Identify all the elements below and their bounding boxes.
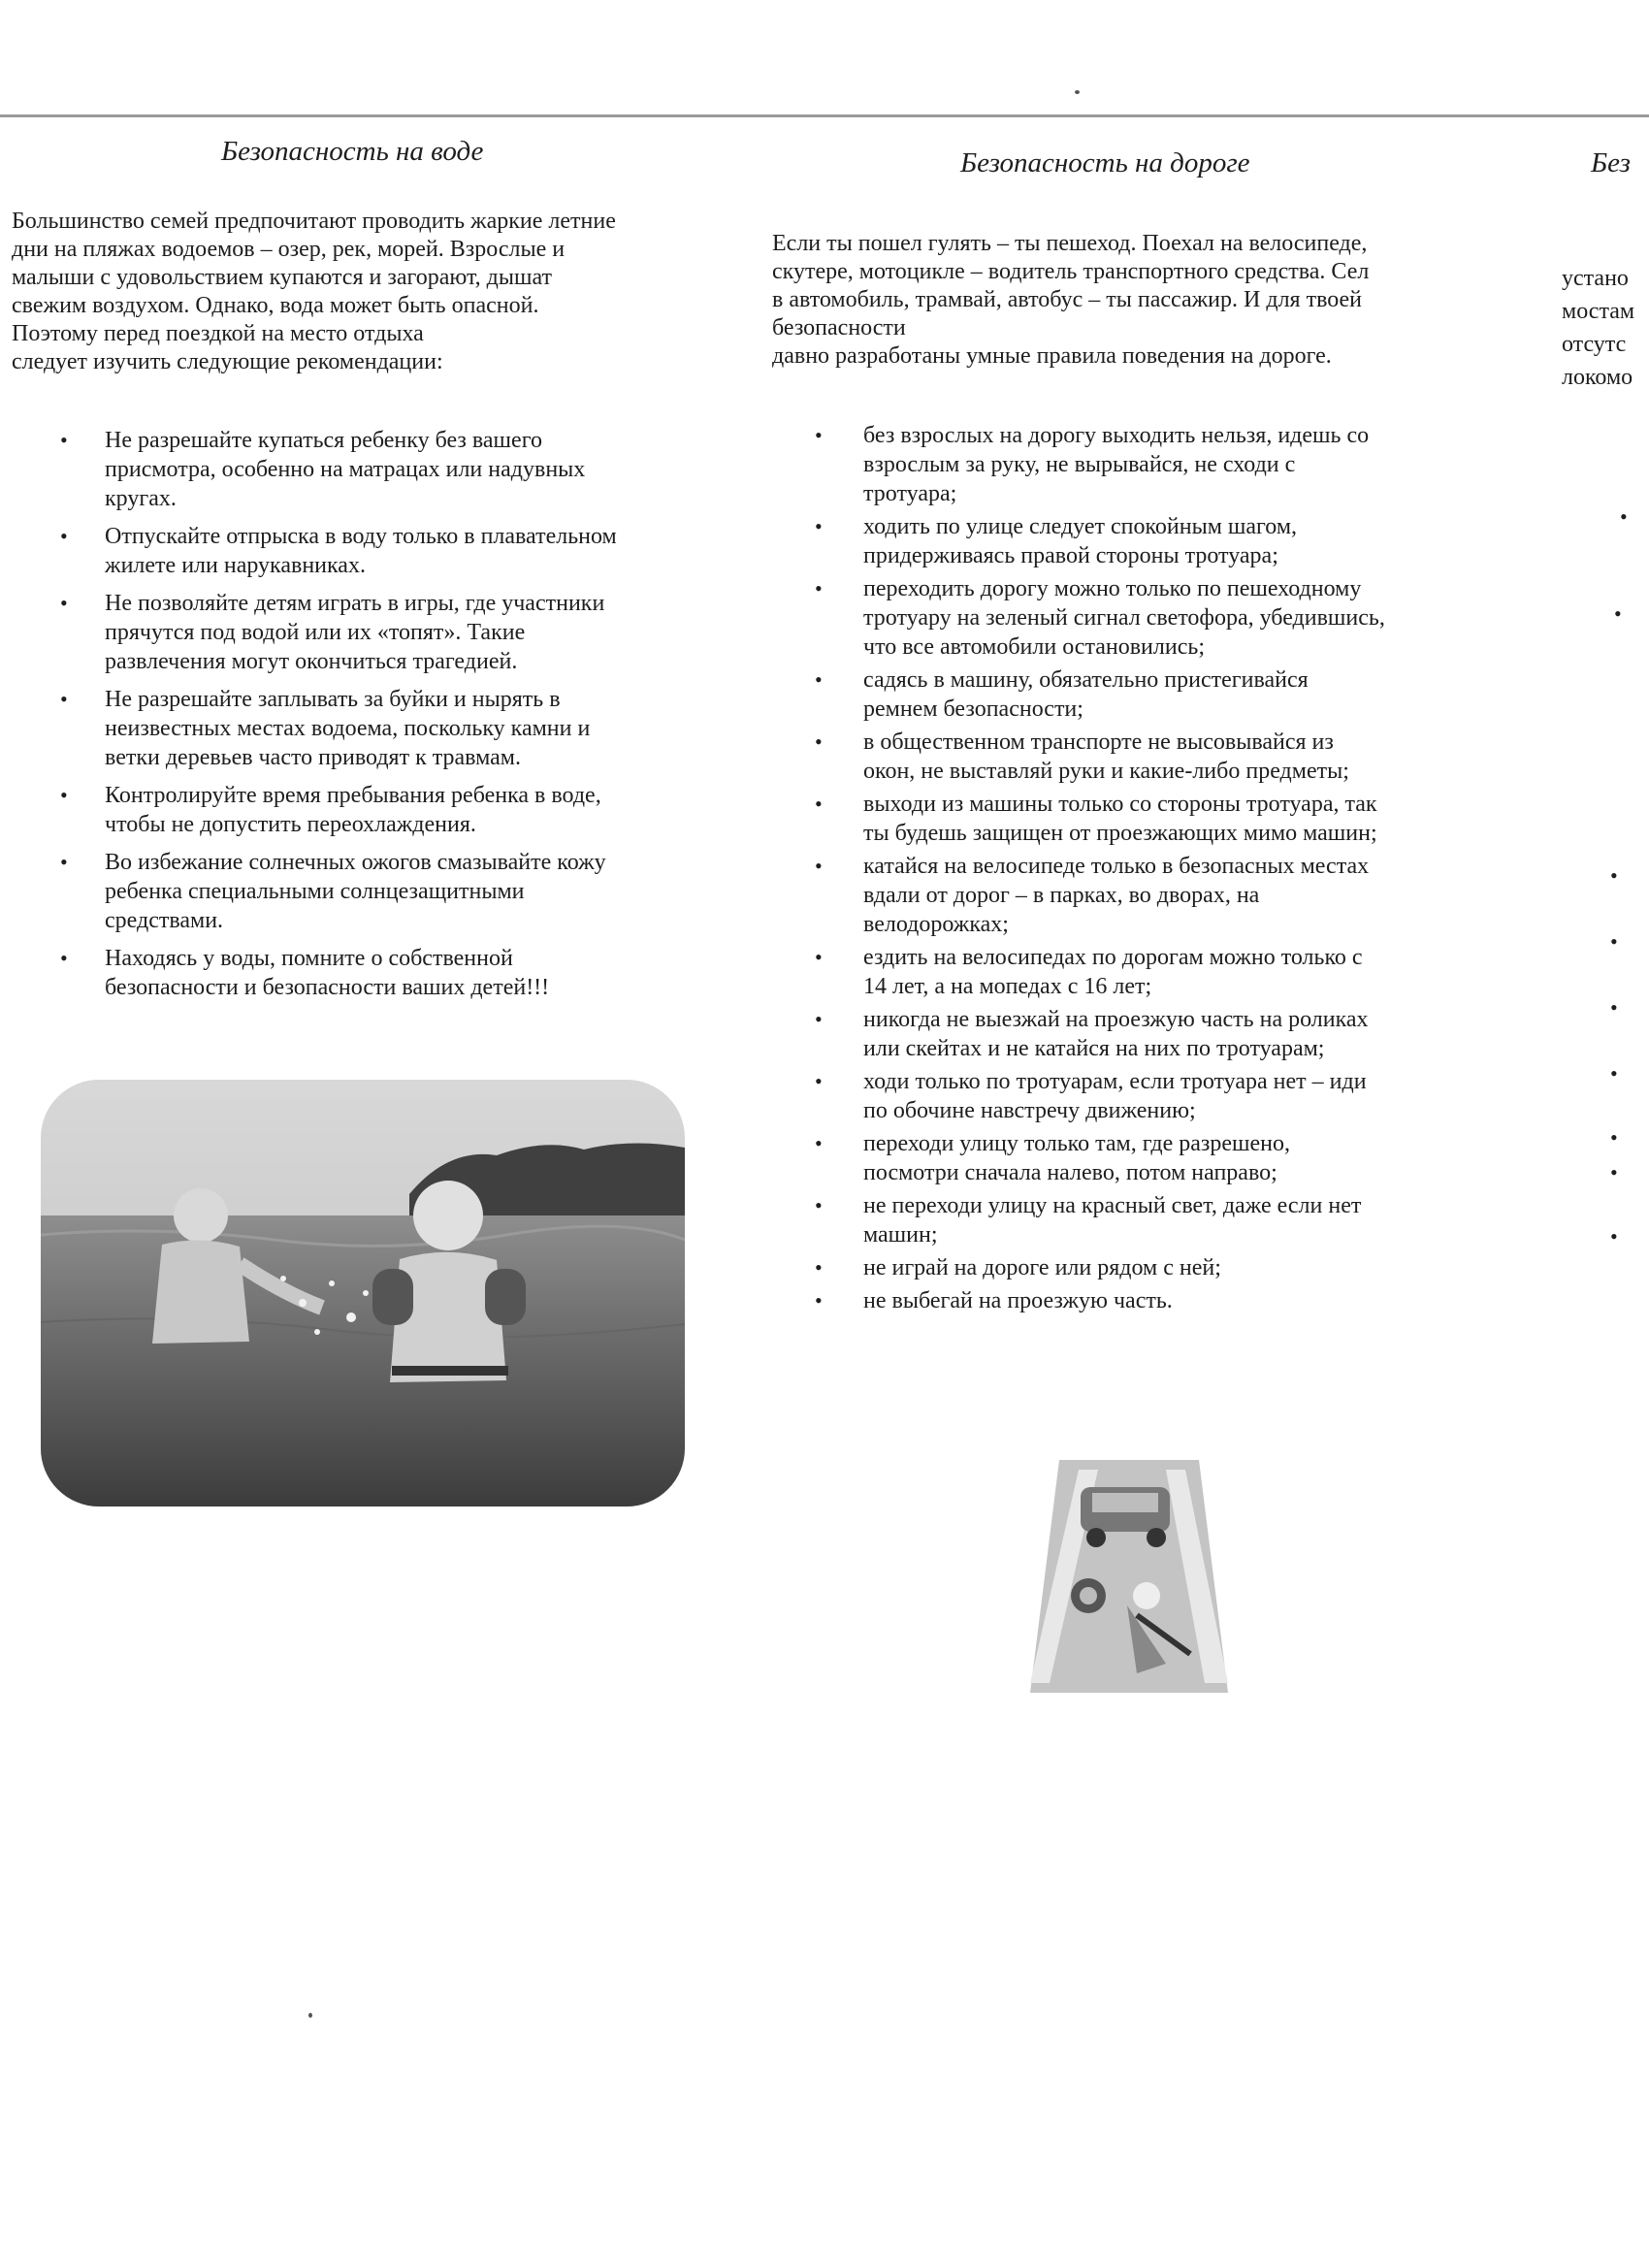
list-item-line: ездить на велосипедах по дорогам можно только с [863,945,1363,970]
list-item [815,790,1385,848]
list-item [60,522,617,580]
list-item-line: без взрослых на дорогу выходить нельзя, идешь со [863,423,1370,448]
right-bullet: • [1610,1125,1618,1150]
right-bullet: • [1610,929,1618,954]
text-line: давно разработаны умные правила поведения на дороге. [772,343,1332,369]
text-line: Если ты пошел гулять – ты пешеход. Поехал на велосипеде, [772,231,1368,256]
list-item [815,852,1385,939]
list-item-line: или скейтах и не катайся на них по тротуарам; [863,1036,1325,1061]
list-item [815,1191,1385,1249]
list-item-line: не играй на дороге или рядом с ней; [863,1255,1221,1280]
list-item [60,848,617,935]
text-line: малыши с удовольствием купаются и загорают, дышат [12,265,553,290]
water-safety-intro [12,208,734,376]
list-item [60,685,617,772]
road-safety-intro [772,230,1490,371]
bullet-icon: • [60,850,68,874]
bullet-icon: • [815,1069,823,1093]
bullet-icon: • [815,1131,823,1155]
list-item [815,1005,1385,1063]
bullet-icon: • [815,576,823,600]
right-bullet: • [1610,995,1618,1020]
list-item [815,512,1385,570]
list-item-line: чтобы не допустить переохлаждения. [105,812,476,837]
list-item-line: средствами. [105,908,224,933]
right-bullet: • [1610,1061,1618,1085]
bullet-icon: • [60,946,68,970]
list-item [815,1067,1385,1125]
right-bullet: • [1610,863,1618,888]
scan-speck [1075,90,1080,94]
list-item-line: посмотри сначала налево, потом направо; [863,1160,1277,1185]
list-item-line: прячутся под водой или их «топят». Такие [105,620,526,645]
list-item-line: в общественном транспорте не высовывайся из [863,729,1334,755]
text-line: следует изучить следующие рекомендации: [12,349,443,374]
text-line: скутере, мотоцикле – водитель транспортного средства. Сел [772,259,1370,284]
bullet-icon: • [60,783,68,807]
road-safety-list [815,421,1385,1319]
bullet-icon: • [815,667,823,692]
list-item-line: развлечения могут окончиться трагедией. [105,649,518,674]
road-safety-illustration [1020,1460,1238,1693]
list-item-line: Не разрешайте заплывать за буйки и нырять в [105,687,561,712]
water-safety-title: Безопасность на воде [221,136,484,167]
text-line: свежим воздухом. Однако, вода может быть опасной. [12,293,539,318]
text-line: безопасности [772,315,906,340]
list-item-line: тротуара; [863,481,957,506]
list-item [60,781,617,839]
list-item-line: никогда не выезжай на проезжую часть на роликах [863,1007,1369,1032]
list-item [815,1286,1385,1315]
road-illustration-image [1020,1460,1238,1693]
list-item-line: Контролируйте время пребывания ребенка в воде, [105,783,601,808]
bullet-icon: • [815,1288,823,1312]
list-item-line: жилете или нарукавниках. [105,553,366,578]
bullet-icon: • [60,428,68,452]
children-swimming-photo [41,1080,685,1507]
list-item [815,665,1385,724]
bullet-icon: • [815,945,823,969]
list-item [60,944,617,1002]
bullet-icon: • [60,687,68,711]
bullet-icon: • [815,1007,823,1031]
bullet-icon: • [815,729,823,754]
list-item-line: ребенка специальными солнцезащитными [105,879,525,904]
list-item-line: неизвестных местах водоема, поскольку камни и [105,716,591,741]
list-item-line: Не позволяйте детям играть в игры, где участники [105,591,605,616]
list-item-line: катайся на велосипеде только в безопасных местах [863,854,1370,879]
list-item-line: ходи только по тротуарам, если тротуара нет – иди [863,1069,1367,1094]
list-item-line: по обочине навстречу движению; [863,1098,1196,1123]
right-bullet: • [1620,504,1628,529]
list-item-line: 14 лет, а на мопедах с 16 лет; [863,974,1152,999]
list-item-line: тротуару на зеленый сигнал светофора, убедившись, [863,605,1385,631]
bullet-icon: • [815,423,823,447]
list-item-line: взрослым за руку, не вырывайся, не сходи с [863,452,1296,477]
list-item-line: Находясь у воды, помните о собственной [105,946,513,971]
list-item-line: вдали от дорог – в парках, во дворах, на [863,883,1260,908]
swimming-photo-image [41,1080,685,1507]
text-line: дни на пляжах водоемов – озер, рек, морей. Взрослые и [12,237,566,262]
bullet-icon: • [60,591,68,615]
road-safety-title: Безопасность на дороге [960,147,1250,178]
list-item [815,943,1385,1001]
list-item [815,421,1385,508]
text-line: отсутс [1562,332,1627,357]
list-item [60,426,617,513]
list-item-line: переходи улицу только там, где разрешено, [863,1131,1291,1156]
list-item-line: что все автомобили остановились; [863,634,1205,660]
list-item [815,574,1385,662]
text-line: устано [1562,266,1629,291]
water-safety-list [60,426,617,1011]
list-item [815,728,1385,786]
list-item-line: выходи из машины только со стороны тротуара, так [863,792,1377,817]
text-line: мостам [1562,299,1635,324]
right-column-title-fragment: Без [1591,147,1631,178]
text-line: Поэтому перед поездкой на место отдыха [12,321,424,346]
bullet-icon: • [815,1193,823,1217]
list-item-line: Отпускайте отпрыска в воду только в плавательном [105,524,617,549]
list-item-line: придерживаясь правой стороны тротуара; [863,543,1278,568]
right-bullet: • [1614,601,1622,626]
list-item-line: ходить по улице следует спокойным шагом, [863,514,1298,539]
list-item-line: садясь в машину, обязательно пристегивайся [863,667,1309,693]
list-item-line: велодорожках; [863,912,1009,937]
list-item [60,589,617,676]
scan-edge-line [0,114,1649,117]
list-item-line: переходить дорогу можно только по пешеходному [863,576,1362,601]
right-bullet: • [1610,1160,1618,1184]
list-item-line: кругах. [105,486,177,511]
bullet-icon: • [815,514,823,538]
text-line: Большинство семей предпочитают проводить жаркие летние [12,209,616,234]
right-bullet: • [1610,1224,1618,1248]
bullet-icon: • [815,1255,823,1280]
list-item-line: не выбегай на проезжую часть. [863,1288,1173,1313]
bullet-icon: • [60,524,68,548]
list-item-line: Не разрешайте купаться ребенку без вашего [105,428,542,453]
right-column-text-fragments [1562,262,1634,394]
list-item-line: окон, не выставляй руки и какие-либо предметы; [863,759,1349,784]
list-item-line: присмотра, особенно на матрацах или надувных [105,457,586,482]
list-item-line: Во избежание солнечных ожогов смазывайте кожу [105,850,606,875]
bullet-icon: • [815,792,823,816]
list-item-line: машин; [863,1222,938,1247]
list-item [815,1253,1385,1282]
list-item-line: безопасности и безопасности ваших детей!!! [105,975,550,1000]
list-item-line: ты будешь защищен от проезжающих мимо машин; [863,821,1377,846]
scan-speck [308,2013,312,2018]
bullet-icon: • [815,854,823,878]
list-item-line: ремнем безопасности; [863,697,1083,722]
text-line: в автомобиль, трамвай, автобус – ты пассажир. И для твоей [772,287,1363,312]
text-line: локомо [1562,365,1633,390]
list-item [815,1129,1385,1187]
list-item-line: ветки деревьев часто приводят к травмам. [105,745,521,770]
list-item-line: не переходи улицу на красный свет, даже если нет [863,1193,1362,1218]
